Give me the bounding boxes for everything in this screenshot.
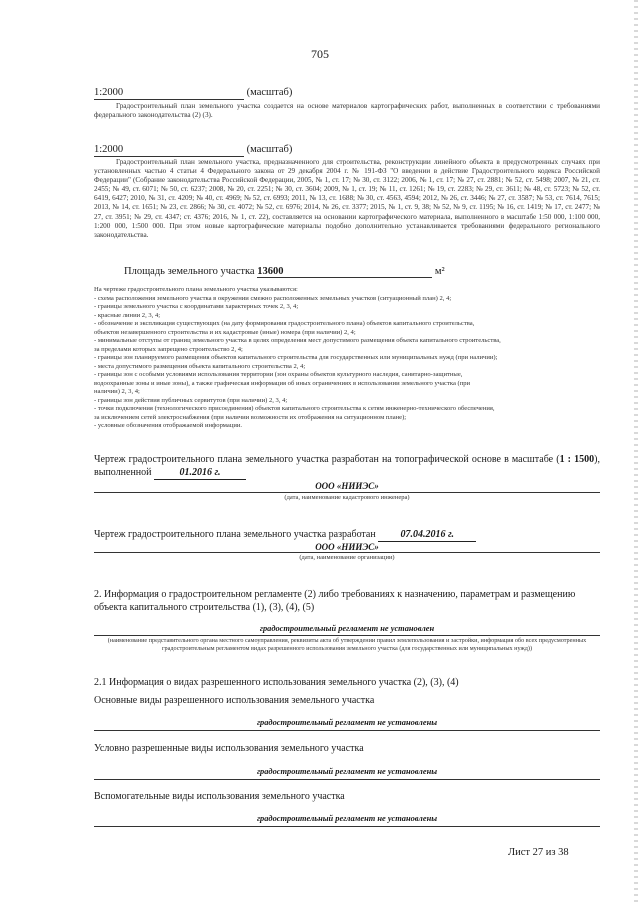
drawing-scale: 1 : 1500 <box>559 454 595 465</box>
divider <box>94 492 600 493</box>
legend-line: - места допустимого размещения объекта капитального строительства 2, 4; <box>94 362 306 370</box>
section-2-heading: 2. Информация о градостроительном регламенте (2) либо требованиях к назначению, параметрам и размещению объекта капитального строительства (1), (3), (4), (5) <box>94 589 576 613</box>
area-label: Площадь земельного участка <box>124 266 255 277</box>
scale-value-1: 1:2000 <box>94 87 244 100</box>
divider <box>94 826 600 827</box>
area-line <box>124 266 445 278</box>
drawing-date-2: 07.04.2016 г. <box>378 528 476 542</box>
auxiliary-uses-label: Вспомогательные виды использования земельного участка <box>94 791 345 802</box>
drawing-org-1: ООО «НИИЭС» <box>315 481 379 491</box>
drawing-text-2: Чертеж градостроительного плана земельного участка разработан <box>94 529 376 540</box>
scan-edge <box>634 0 638 905</box>
page-number: 705 <box>311 47 329 61</box>
drawing-legend <box>94 286 600 431</box>
scale-label-1: (масштаб) <box>246 87 293 98</box>
conditional-uses-value: градостроительный регламент не установлены <box>256 767 438 776</box>
legend-line: - границы земельного участка с координатами характерных точек 2, 3, 4; <box>94 303 299 310</box>
legend-line: - точки подключения (технологического присоединения) объектов капитального строительства к сетям инженерно-технического обеспечения, <box>94 405 495 412</box>
sheet-number: Лист 27 из 38 <box>508 847 569 858</box>
divider <box>94 552 600 553</box>
main-uses-label: Основные виды разрешенного использования земельного участка <box>94 695 375 706</box>
legend-line: - схема расположения земельного участка в окружении смежно расположенных земельных участков (ситуационный план) 2, 4; <box>94 294 452 302</box>
drawing-info-1: Чертеж градостроительного плана земельного участка разработан на топографической основе в масштабе (1 : 1500), выполненной 01.2016 г. <box>94 454 600 478</box>
drawing-text-a: Чертеж градостроительного плана земельного участка разработан на топографической основе в масштабе <box>94 454 554 465</box>
section-2-1-heading: 2.1 Информация о видах разрешенного использования земельного участка (2), (3), (4) <box>94 677 459 688</box>
legend-line: водоохранные зоны и иные зоны), а также графическая информация об иных ограничениях в использовании земельного участка (при <box>94 379 471 387</box>
drawing-caption-2: (дата, наименование организации) <box>299 554 395 561</box>
legend-line: - обозначение и экспликация существующих (на дату формирования градостроительного плана) объектов капитального строительства, <box>94 320 475 327</box>
divider <box>94 779 600 780</box>
divider <box>94 730 600 731</box>
legend-line: - границы зон с особыми условиями использования территории (зон охраны объектов культурного наследия, санитарно-защитные, <box>94 371 463 378</box>
legend-line: - границы зон действия публичных сервитутов (при наличии) 2, 3, 4; <box>94 396 288 404</box>
legend-line: - красные линии 2, 3, 4; <box>94 311 161 319</box>
scale-line-2 <box>94 144 292 157</box>
drawing-date-1: 01.2016 г. <box>154 466 246 480</box>
intro-paragraph-2: Градостроительный план земельного участка, предназначенного для строительства, реконструкции линейного объекта в предусмотренных случаях при установленных частью 4 статьи 4 Федерального закона от 29 декабря 2004 г. № 191-ФЗ "О введении в действие Градостроительного кодекса Российской Федерации" (Собрание законодательства Российской Федерации, 2005, № 1, ст. 17; № 30, ст. 3122; 2006, № 1, ст. 17; № 27, ст. 2881; № 52, ст. 5498; 2007, № 21, ст. 2455; № 49, ст. 6071; № 50, ст. 6237; 2008, № 20, ст. 2251; № 30, ст. 3604; 2009, № 1, ст. 19; № 11, ст. 1261; № 19, ст. 2283; № 29, ст. 3611; № 48, ст. 5723; № 52, ст. 6419, 6427; 2010, № 31, ст. 4209; № 40, ст. 4969; № 52, ст. 6993; 2011, № 13, ст. 1688; № 30, ст. 4563, 4594; 2012, № 26, ст. 3446; № 27, ст. 3587; № 53, ст. 7614, 7615; 2013, № 14, ст. 1651; № 23, ст. 2866; № 30, ст. 4072; № 52, ст. 6976; 2014, № 26, ст. 3377; 2015, № 1, ст. 9, 38; № 52, № 9, ст. 1195; № 16, ст. 1419; № 17, ст. 2477; № 27, ст. 3951; № 29, ст. 4347; ст. 4376; 2016, № 1, ст. 22), составляется на основании картографического материала, выполненного в масштабе 1:50 000, 1:100 000, 1:200 000, 1:500 000. При этом новые картографические материалы подобно дополнительно устанавливается требованиями федерального регионального законодательства. <box>94 158 600 239</box>
regulation-status: градостроительный регламент не установлен <box>259 624 435 633</box>
legend-line: объектов незавершенного строительства и их кадастровые (иные) номера (при наличии) 2, 4; <box>94 328 356 336</box>
drawing-info-2 <box>94 528 600 542</box>
drawing-caption-1: (дата, наименование кадастрового инженера) <box>284 494 410 501</box>
drawing-org-2: ООО «НИИЭС» <box>315 542 379 552</box>
legend-line: наличии) 2, 3, 4; <box>94 388 140 395</box>
intro-paragraph-1: Градостроительный план земельного участка создается на основе материалов картографических работ, выполненных в соответствии с требованиями федерального законодательства (2) (3). <box>94 102 600 120</box>
divider <box>94 635 600 636</box>
area-unit: м² <box>434 266 445 277</box>
legend-line: за исключением сетей электроснабжения (при наличии возможности их отображения на ситуационном плане); <box>94 413 407 421</box>
scale-line-1 <box>94 87 292 100</box>
legend-line: - условные обозначения отображаемой информации. <box>94 422 243 429</box>
drawing-text-b: , выполненной <box>94 454 600 478</box>
legend-line: за пределами которых запрещено строительство 2, 4; <box>94 345 243 353</box>
area-value: 13600 <box>257 266 432 278</box>
main-uses-value: градостроительный регламент не установлены <box>256 718 438 727</box>
regulation-note: (наименование представительного органа местного самоуправления, реквизиты акта об утверждении правил землепользования и застройки, информация обо всех предусмотренных градостроительным регламентом видах разрешенного использования земельного участка (для государственных или муниципальных нужд)) <box>107 637 587 652</box>
auxiliary-uses-value: градостроительный регламент не установлены <box>256 814 438 823</box>
legend-line: На чертеже градостроительного плана земельного участка указываются: <box>94 286 298 293</box>
legend-line: - границы зон планируемого размещения объектов капитального строительства для государственных или муниципальных нужд (при наличии); <box>94 354 498 361</box>
conditional-uses-label: Условно разрешенные виды использования земельного участка <box>94 743 364 754</box>
scale-value-2: 1:2000 <box>94 144 244 157</box>
scale-label-2: (масштаб) <box>246 144 293 155</box>
legend-line: - минимальные отступы от границ земельного участка в целях определения мест допустимого размещения объекта капитального строительства, <box>94 337 501 344</box>
